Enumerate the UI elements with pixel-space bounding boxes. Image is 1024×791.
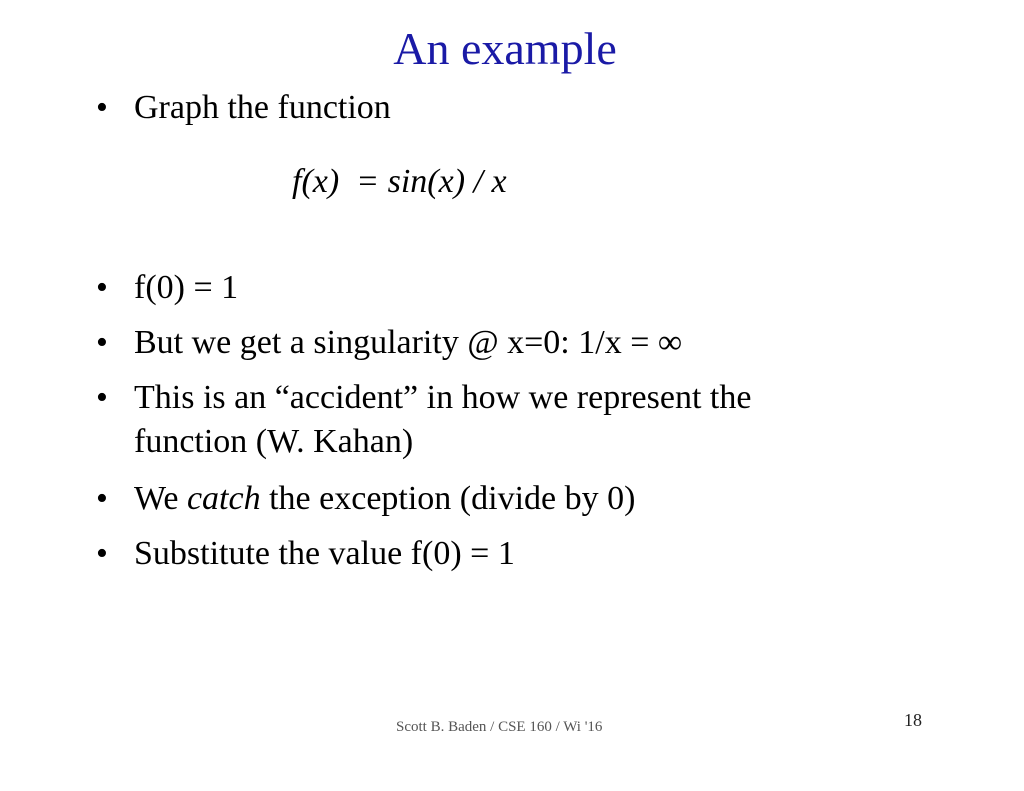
bullet-text-line: function (W. Kahan)	[134, 423, 414, 460]
emphasis-catch: catch	[186, 480, 261, 517]
bullet-text	[134, 376, 751, 464]
bullet-item	[96, 266, 238, 310]
page-number: 18	[904, 710, 922, 730]
bullet-text	[134, 477, 635, 521]
bullet-text-part: We	[134, 480, 187, 517]
bullet-glyph: •	[96, 324, 108, 361]
bullet-item	[96, 376, 751, 464]
bullet-glyph: •	[96, 535, 108, 572]
formula: f(x) = sin(x) / x	[292, 163, 507, 200]
bullet-text-part: the exception (divide by 0)	[260, 480, 636, 517]
slide-title: An example	[393, 23, 617, 74]
bullet-text-line: This is an “accident” in how we represent the	[134, 379, 752, 416]
bullet-glyph: •	[96, 379, 108, 416]
bullet-item	[96, 86, 391, 130]
bullet-text: But we get a singularity @ x=0: 1/x = ∞	[134, 324, 683, 361]
bullet-item	[96, 477, 635, 521]
slide-footer: Scott B. Baden / CSE 160 / Wi '16	[396, 719, 603, 735]
bullet-glyph: •	[96, 269, 108, 306]
bullet-glyph: •	[96, 480, 108, 517]
bullet-glyph: •	[96, 89, 108, 126]
bullet-text: Substitute the value f(0) = 1	[134, 535, 515, 572]
bullet-item	[96, 321, 682, 365]
bullet-text: Graph the function	[134, 89, 391, 126]
bullet-item	[96, 532, 515, 576]
bullet-text: f(0) = 1	[134, 269, 239, 306]
